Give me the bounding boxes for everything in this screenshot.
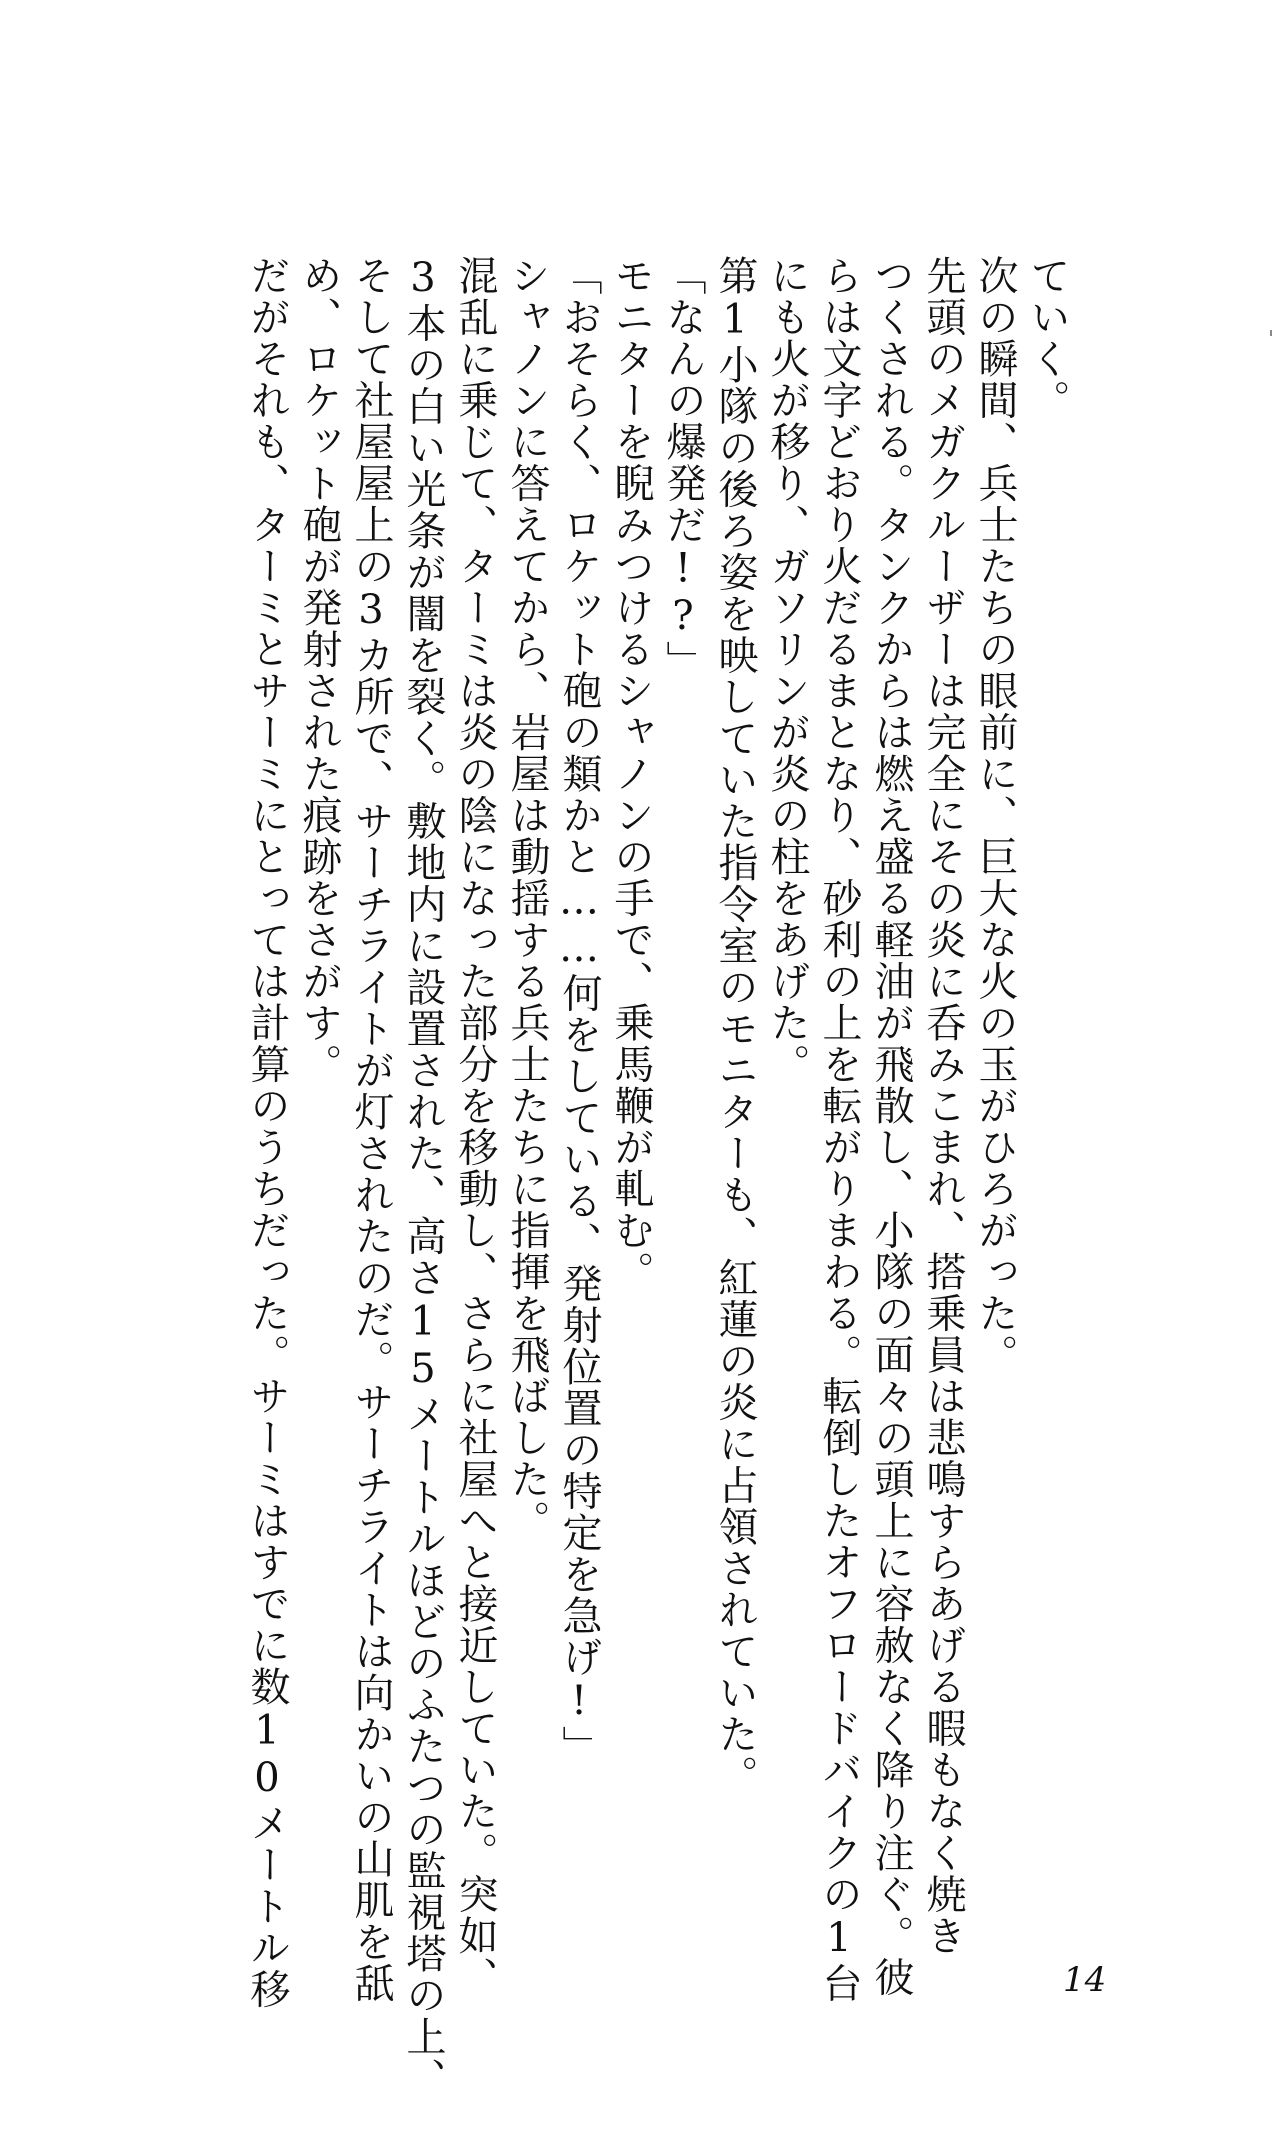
text-line: 3本の白い光条が闇を裂く。敷地内に設置された、高さ15メートルほどのふたつの監視塔の上、 (400, 255, 446, 2099)
text-line: ていく。 (1024, 255, 1070, 421)
text-line: 第1小隊の後ろ姿を映していた指令室のモニターも、紅蓮の炎に占領されていた。 (712, 255, 758, 1797)
margin-mark (1270, 330, 1272, 336)
text-line: つくされる。タンクからは燃え盛る軽油が飛散し、小隊の面々の頭上に容赦なく降り注ぐ。彼 (868, 255, 914, 1998)
text-line: 混乱に乗じて、ターミは炎の陰になった部分を移動し、さらに社屋へと接近していた。突如、 (452, 255, 498, 1998)
text-line: 次の瞬間、兵士たちの眼前に、巨大な火の玉がひろがった。 (972, 255, 1018, 1376)
page-number: 14 (1063, 1960, 1107, 2000)
text-line: にも火が移り、ガソリンが炎の柱をあげた。 (764, 255, 810, 1085)
text-line: モニターを睨みつけるシャノンの手で、乗馬鞭が軋む。 (608, 255, 654, 1293)
vertical-text-body (244, 255, 1070, 2099)
text-line: らは文字どおり火だるまとなり、砂利の上を転がりまわる。転倒したオフロードバイクの1台 (816, 255, 862, 2004)
text-line: 「なんの爆発だ!?」 (660, 255, 706, 682)
text-line: シャノンに答えてから、岩屋は動揺する兵士たちに指揮を飛ばした。 (504, 255, 550, 1542)
text-line: 先頭のメガクルーザーは完全にその炎に呑みこまれ、搭乗員は悲鳴すらあげる暇もなく焼き (920, 255, 966, 1957)
text-line: め、ロケット砲が発射された痕跡をさがす。 (296, 255, 342, 1085)
text-line: 「おそらく、ロケット砲の類かと……何をしている、発射位置の特定を急げ!」 (556, 255, 602, 1767)
text-line: そして社屋屋上の3カ所で、サーチライトが灯されたのだ。サーチライトは向かいの山肌を舐 (348, 255, 394, 2004)
text-line: だがそれも、ターミとサーミにとっては計算のうちだった。サーミはすでに数10メートル移 (244, 255, 290, 2010)
